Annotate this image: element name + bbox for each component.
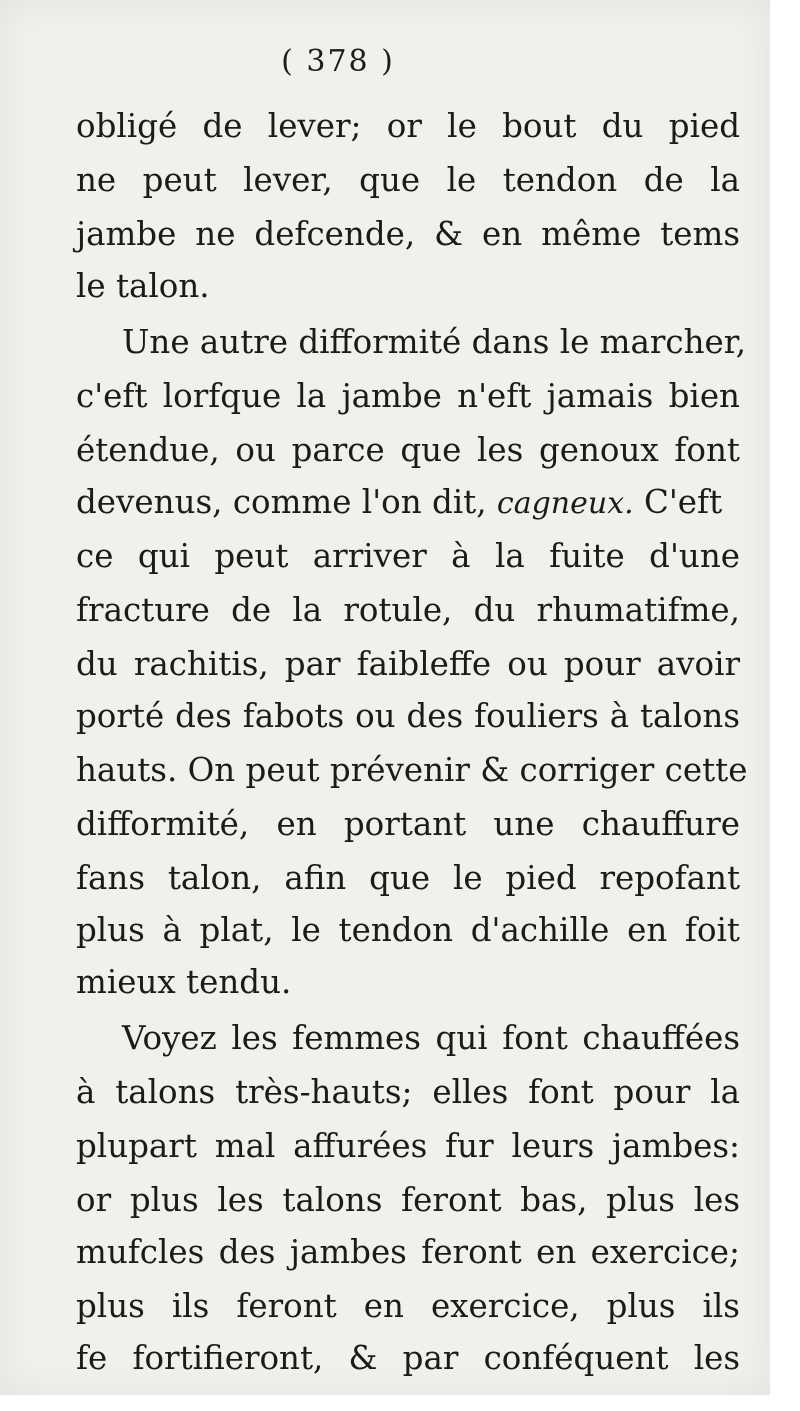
text-line: le talon. <box>76 267 210 305</box>
italic-term: cagneux. <box>496 486 634 521</box>
text-line: plus à plat, le tendon d'achille en foit <box>76 911 740 949</box>
paragraph-first-line: Une autre difformité dans le marcher, <box>122 323 747 361</box>
text-line: difformité, en portant une chauffure <box>76 805 740 843</box>
text-line: à talons très-hauts; elles font pour la <box>76 1073 740 1111</box>
text-line-with-italic <box>76 478 740 526</box>
text-line: mufcles des jambes feront en exercice; <box>76 1233 740 1271</box>
text-line: étendue, ou parce que les genoux font <box>76 431 740 469</box>
text-line: c'eft lorfque la jambe n'eft jamais bien <box>76 377 740 415</box>
text-line: fracture de la rotule, du rhumatifme, <box>76 591 740 629</box>
page-number: ( 378 ) <box>281 44 395 79</box>
text-line: porté des fabots ou des fouliers à talons <box>76 697 740 735</box>
text-line: plus ils feront en exercice, plus ils <box>76 1287 740 1325</box>
text-line: mieux tendu. <box>76 963 292 1001</box>
text-line: ce qui peut arriver à la fuite d'une <box>76 537 740 575</box>
text-line: jambe ne defcende, & en même tems <box>76 215 740 253</box>
text-line: obligé de lever; or le bout du pied <box>76 107 740 145</box>
paragraph-first-line: Voyez les femmes qui font chauffées <box>122 1019 740 1057</box>
text-line: du rachitis, par faibleffe ou pour avoir <box>76 645 740 683</box>
text-segment: devenus, comme l'on dit, <box>76 483 487 521</box>
text-line: ne peut lever, que le tendon de la <box>76 161 740 199</box>
text-line: hauts. On peut prévenir & corriger cette <box>76 751 748 789</box>
text-line: fe fortifieront, & par conféquent les <box>76 1339 740 1377</box>
text-line: fans talon, afin que le pied repofant <box>76 859 740 897</box>
text-line: or plus les talons feront bas, plus les <box>76 1181 740 1219</box>
text-line: plupart mal affurées fur leurs jambes: <box>76 1127 740 1165</box>
scan-margin <box>770 0 800 1411</box>
text-segment: C'eft <box>644 483 723 521</box>
